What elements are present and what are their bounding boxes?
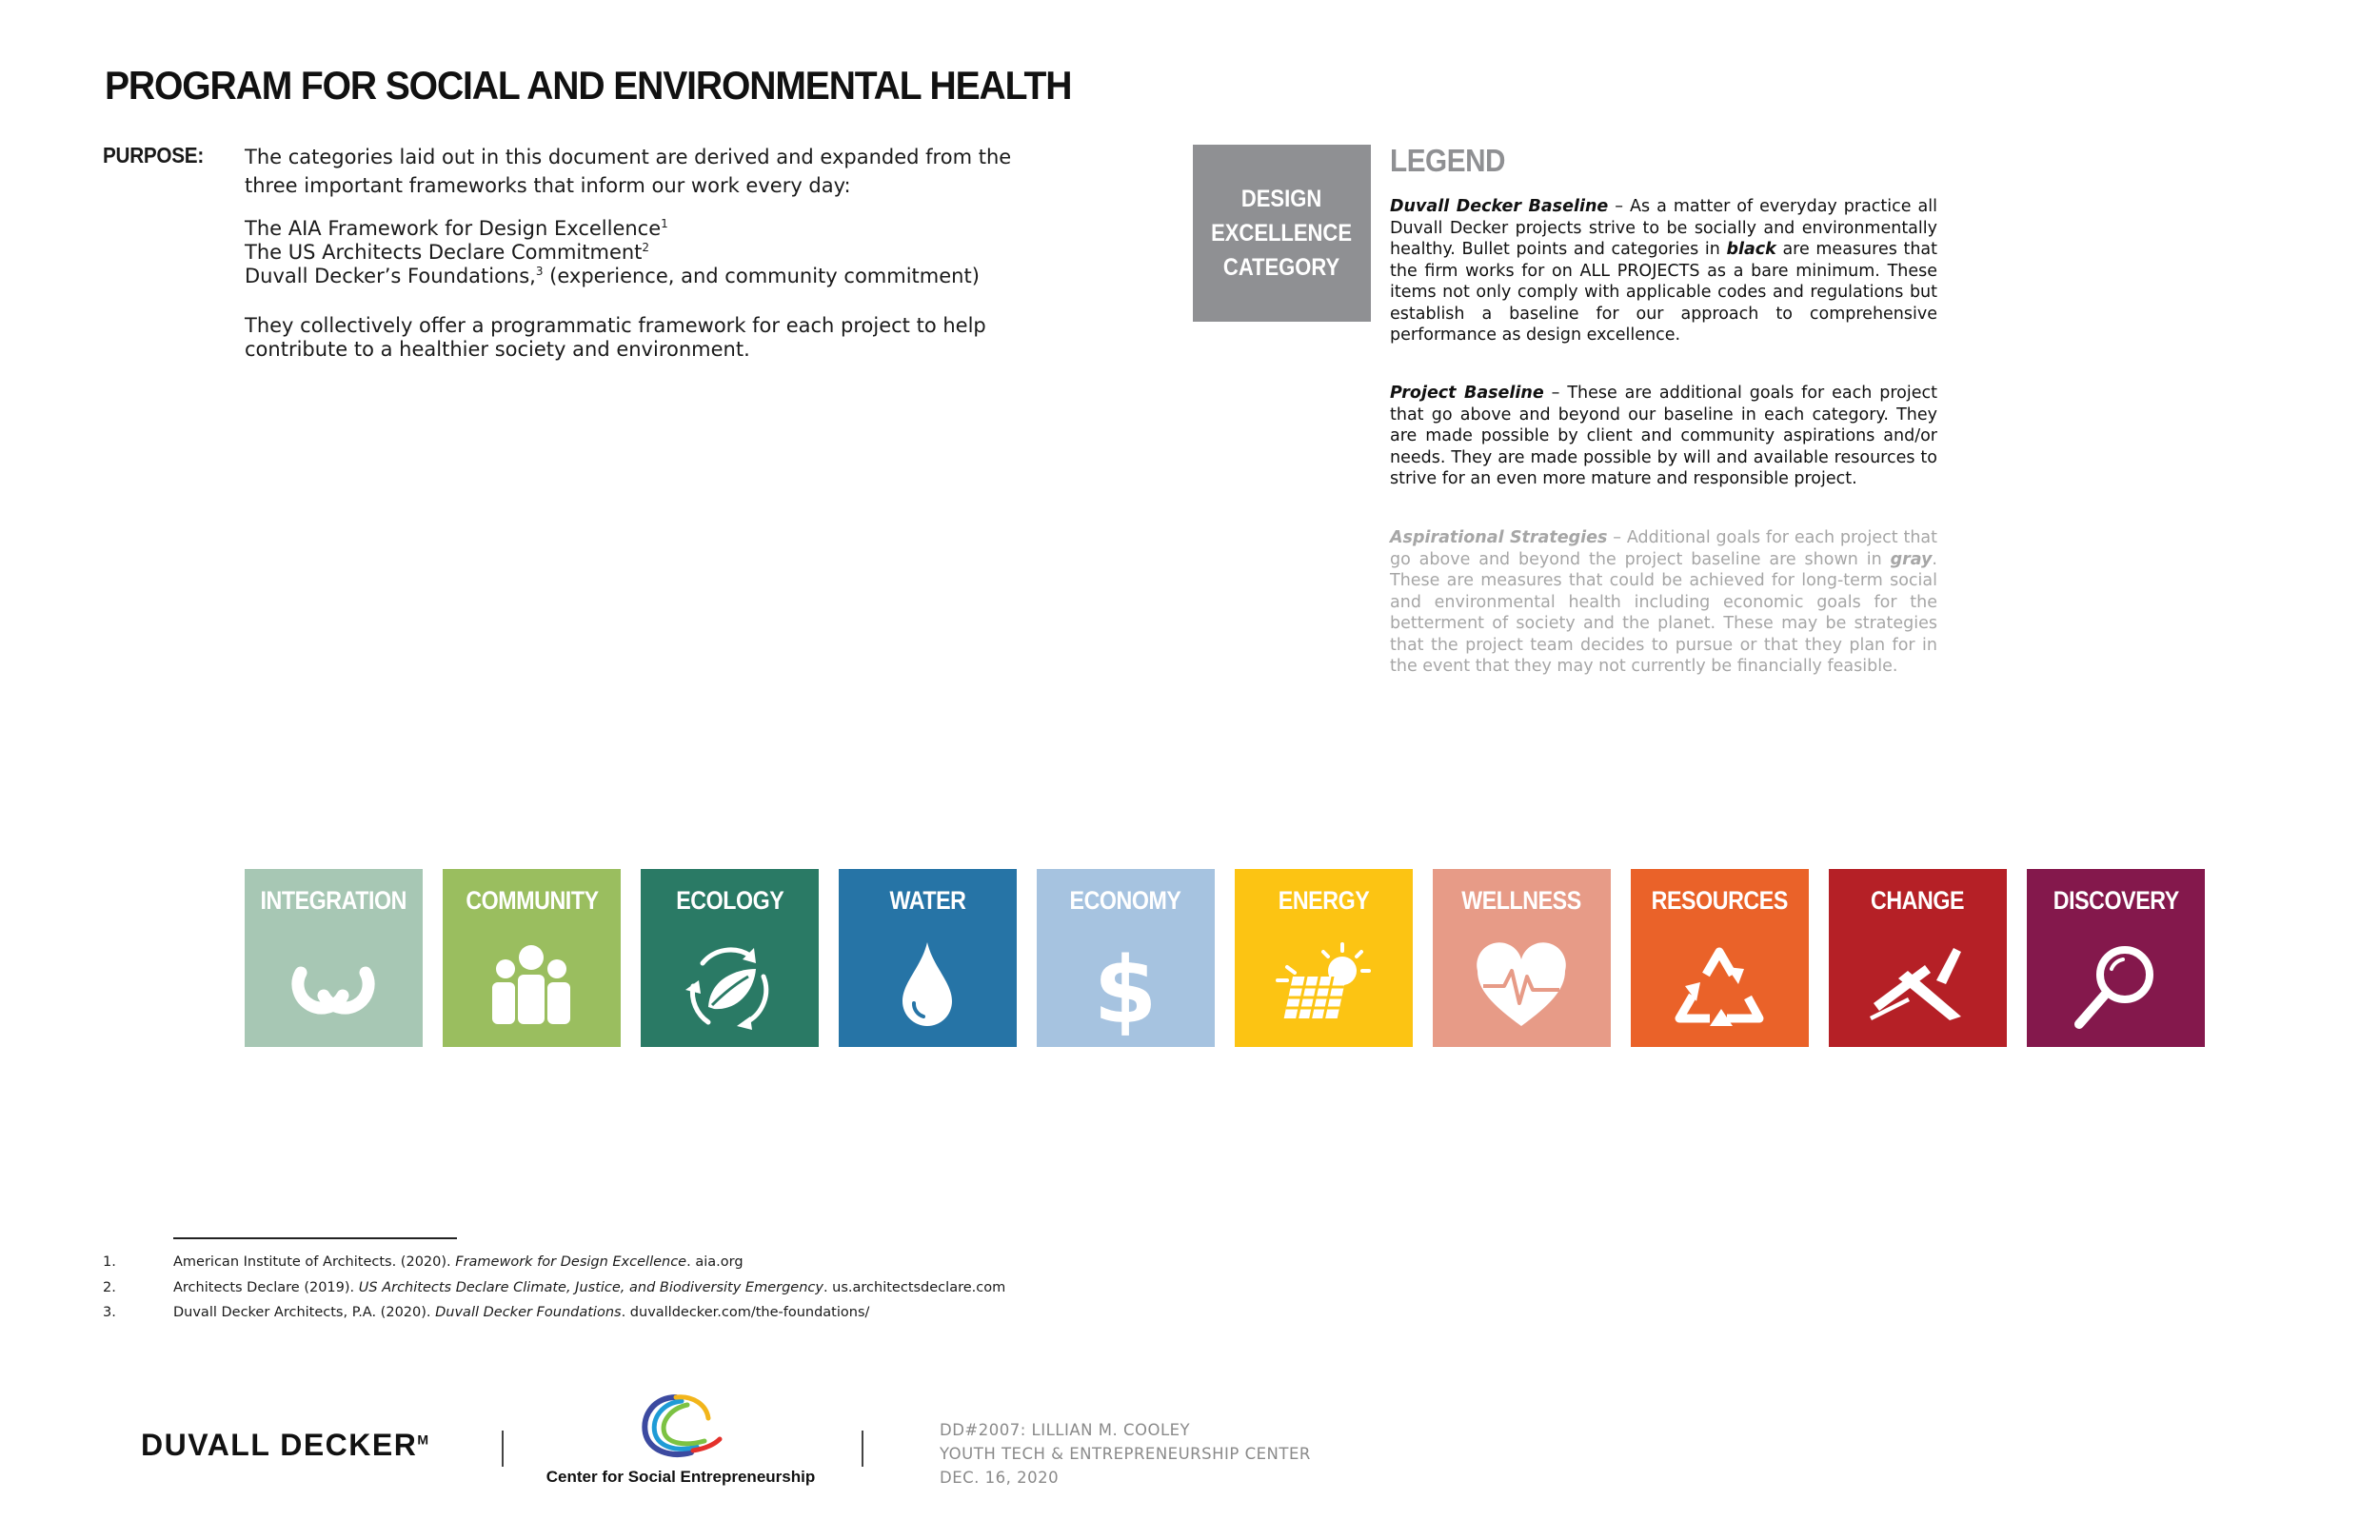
- category-tile-ecology: ECOLOGY: [641, 869, 819, 1047]
- category-tile-change: CHANGE: [1829, 869, 2007, 1047]
- project-name: YOUTH TECH & ENTREPRENEURSHIP CENTER: [940, 1445, 1311, 1463]
- cse-swirl-logo-icon: [638, 1392, 724, 1464]
- project-info: [940, 1418, 1311, 1490]
- framework-item: The US Architects Declare Commitment$^2$: [245, 241, 650, 264]
- category-tile-wellness: WELLNESS: [1433, 869, 1611, 1047]
- category-tile-energy: ENERGY: [1235, 869, 1413, 1047]
- page-title: PROGRAM FOR SOCIAL AND ENVIRONMENTAL HEALTH: [105, 63, 1072, 108]
- category-tile-community: COMMUNITY: [443, 869, 621, 1047]
- water-drop-icon: [880, 940, 975, 1036]
- project-date: DEC. 16, 2020: [940, 1469, 1060, 1487]
- framework-item: The AIA Framework for Design Excellence$^1$: [245, 217, 668, 240]
- legend-project-baseline: Project Baseline – These are additional goals for each project that go above and beyond our baseline in each category. They are made possible by client and community aspirations and/or needs. They are made possible by will and available resources to strive for an even more mature and responsible project.: [1390, 384, 1937, 488]
- category-tile-integration: INTEGRATION: [245, 869, 423, 1047]
- footer-divider: [502, 1431, 504, 1467]
- leaf-cycle-icon: [682, 940, 777, 1036]
- people-group-icon: [484, 940, 579, 1036]
- drafting-tools-icon: [1870, 940, 1965, 1036]
- category-tile-economy: ECONOMY $: [1037, 869, 1215, 1047]
- purpose-line-2: three important frameworks that inform our work every day:: [245, 174, 851, 197]
- heart-pulse-icon: [1474, 940, 1569, 1036]
- legend-title: LEGEND: [1390, 143, 1506, 178]
- frameworks-list: [245, 217, 980, 288]
- magnifier-icon: [2068, 940, 2163, 1036]
- category-tile-discovery: DISCOVERY: [2027, 869, 2205, 1047]
- footer-divider: [862, 1431, 863, 1467]
- legend-aspirational-strategies: Aspirational Strategies – Additional goals for each project that go above and beyond the project baseline are shown in gray. These are measures that could be achieved for long-term social and environmental health including economic goals for the betterment of society and the planet. These may be strategies that the project team decides to pursue or that they plan for in the event that they may not currently be financially feasible.: [1390, 528, 1938, 676]
- category-tile-resources: RESOURCES: [1631, 869, 1809, 1047]
- project-number: DD#2007: LILLIAN M. COOLEY: [940, 1421, 1191, 1439]
- purpose-line-1: The categories laid out in this document are derived and expanded from the: [245, 146, 1012, 168]
- duvall-decker-logo: DUVALL $DECKER^M$: [141, 1428, 428, 1462]
- purpose-label: PURPOSE:: [103, 143, 204, 168]
- svg-text:$: $: [1093, 940, 1158, 1036]
- purpose-intro: [245, 143, 1063, 200]
- solar-panel-icon: [1276, 940, 1371, 1036]
- dollar-sign-icon: [1078, 940, 1173, 1036]
- legend-duvall-decker-baseline: Duvall Decker Baseline – As a matter of everyday practice all Duvall Decker projects strive to be socially and environmentally healthy. Bullet points and categories in black are measures that the firm works for on ALL PROJECTS as a bare minimum. These items not only comply with applicable codes and regulations but establish a baseline for our approach to comprehensive performance as design excellence.: [1390, 197, 1937, 345]
- cse-logo-text: Center for Social Entrepreneurship: [545, 1468, 816, 1486]
- design-excellence-category-box: DESIGN EXCELLENCE CATEGORY: [1193, 145, 1371, 322]
- purpose-summary: They collectively offer a programmatic framework for each project to help contribute to a healthier society and environment.: [245, 314, 986, 361]
- category-tile-water: WATER: [839, 869, 1017, 1047]
- footnote-divider: [173, 1237, 457, 1239]
- interlocking-rings-icon: [286, 940, 381, 1036]
- recycle-icon: [1672, 940, 1767, 1036]
- category-tiles: [245, 869, 2206, 1047]
- framework-item: Duvall Decker’s Foundations,$^3$ (experience, and community commitment): [245, 265, 980, 287]
